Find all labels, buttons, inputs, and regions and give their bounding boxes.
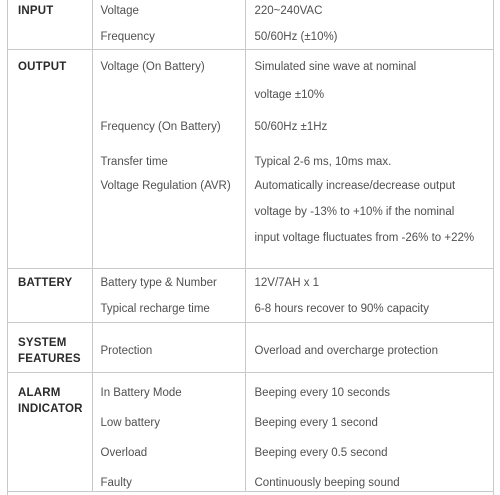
category-label: SYSTEM: [18, 336, 67, 349]
section-battery: [7, 268, 494, 322]
parameter-label: Battery type & Number: [100, 276, 217, 289]
value-text: 50/60Hz (±10%): [254, 31, 338, 43]
specifications-table: [7, 0, 494, 492]
category-label: OUTPUT: [18, 60, 67, 73]
value-text: Continuously beeping sound: [254, 476, 400, 489]
parameter-label: Frequency (On Battery): [100, 120, 221, 133]
value-text: Beeping every 1 second: [254, 416, 378, 429]
value-cell: [245, 0, 494, 49]
parameter-label: Voltage (On Battery): [100, 60, 205, 73]
parameter-label: Transfer time: [100, 155, 168, 168]
parameter-label: In Battery Mode: [100, 386, 182, 399]
value-text: Automatically increase/decrease output: [254, 179, 456, 192]
category-cell: [7, 372, 92, 491]
value-cell: [245, 268, 494, 322]
parameter-cell: [92, 322, 245, 372]
parameter-label: Voltage: [100, 5, 139, 17]
category-label: BATTERY: [18, 276, 73, 289]
value-text: voltage by -13% to +10% if the nominal: [254, 205, 455, 218]
section-alarm-indicator: [7, 372, 494, 491]
section-output: [7, 49, 494, 268]
parameter-cell: [92, 372, 245, 491]
category-label: INDICATOR: [18, 402, 83, 415]
value-text: Simulated sine wave at nominal: [254, 60, 417, 73]
section-input: [7, 0, 494, 49]
value-text: 6-8 hours recover to 90% capacity: [254, 302, 430, 315]
category-label: FEATURES: [18, 352, 81, 365]
parameter-label: Typical recharge time: [100, 302, 210, 315]
parameter-cell: [92, 49, 245, 268]
category-label: ALARM: [18, 386, 61, 399]
value-text: 50/60Hz ±1Hz: [254, 120, 328, 133]
value-text: Typical 2-6 ms, 10ms max.: [254, 155, 392, 168]
value-text: input voltage fluctuates from -26% to +22%: [254, 231, 475, 244]
value-text: Overload and overcharge protection: [254, 344, 438, 357]
value-text: 220~240VAC: [254, 5, 323, 17]
category-cell: [7, 0, 92, 49]
parameter-cell: [92, 0, 245, 49]
parameter-label: Protection: [100, 344, 153, 357]
section-system-features: [7, 322, 494, 372]
value-text: Beeping every 10 seconds: [254, 386, 391, 399]
category-label: INPUT: [18, 5, 54, 17]
value-text: Beeping every 0.5 second: [254, 446, 388, 459]
parameter-label: Frequency: [100, 31, 155, 43]
parameter-cell: [92, 268, 245, 322]
parameter-label: Overload: [100, 446, 148, 459]
category-cell: [7, 49, 92, 268]
parameter-label: Low battery: [100, 416, 160, 429]
category-cell: [7, 268, 92, 322]
parameter-label: Faulty: [100, 476, 132, 489]
value-cell: [245, 322, 494, 372]
value-text: voltage ±10%: [254, 88, 325, 101]
category-cell: [7, 322, 92, 372]
parameter-label: Voltage Regulation (AVR): [100, 179, 231, 192]
value-cell: [245, 49, 494, 268]
value-cell: [245, 372, 494, 491]
value-text: 12V/7AH x 1: [254, 276, 320, 289]
